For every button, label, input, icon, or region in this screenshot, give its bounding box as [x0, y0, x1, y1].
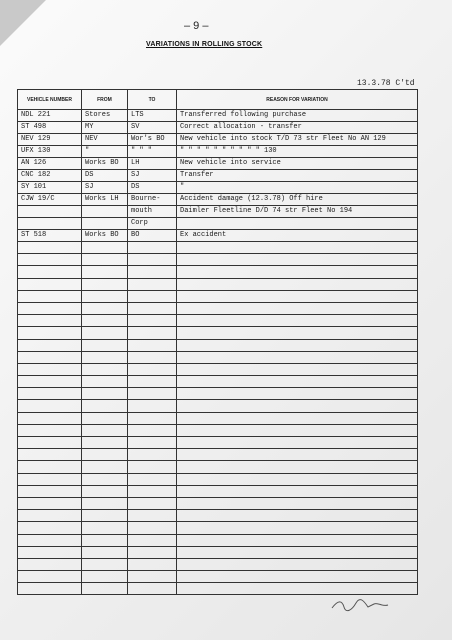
table-row — [18, 110, 418, 122]
blank-cell — [177, 534, 418, 546]
blank-cell — [128, 558, 177, 570]
blank-cell — [18, 473, 82, 485]
col-reason: REASON FOR VARIATION — [177, 90, 418, 110]
table-header-row — [18, 90, 418, 110]
blank-cell — [18, 254, 82, 266]
blank-cell — [177, 363, 418, 375]
cell-from: Stores — [82, 110, 128, 122]
cell-to: BO — [128, 230, 177, 242]
blank-cell — [82, 583, 128, 595]
blank-cell — [128, 485, 177, 497]
blank-cell — [128, 278, 177, 290]
cell-from: " — [82, 146, 128, 158]
blank-cell — [18, 351, 82, 363]
blank-cell — [177, 388, 418, 400]
blank-row — [18, 558, 418, 570]
blank-cell — [128, 449, 177, 461]
signature — [330, 598, 390, 612]
cell-from — [82, 206, 128, 218]
blank-cell — [177, 278, 418, 290]
blank-cell — [177, 497, 418, 509]
table-row — [18, 158, 418, 170]
blank-cell — [128, 571, 177, 583]
cell-vehicle-number: SY 101 — [18, 182, 82, 194]
blank-cell — [128, 242, 177, 254]
blank-cell — [82, 546, 128, 558]
cell-reason: Accident damage (12.3.78) Off hire — [177, 194, 418, 206]
blank-cell — [82, 424, 128, 436]
blank-cell — [177, 449, 418, 461]
blank-cell — [177, 400, 418, 412]
blank-cell — [128, 473, 177, 485]
cell-vehicle-number: ST 518 — [18, 230, 82, 242]
blank-cell — [177, 266, 418, 278]
blank-cell — [82, 461, 128, 473]
cell-from: SJ — [82, 182, 128, 194]
blank-cell — [82, 400, 128, 412]
cell-to: " " " — [128, 146, 177, 158]
table-row — [18, 146, 418, 158]
blank-cell — [128, 376, 177, 388]
blank-cell — [128, 461, 177, 473]
cell-reason: Daimler Fleetline D/D 74 str Fleet No 194 — [177, 206, 418, 218]
blank-cell — [18, 437, 82, 449]
blank-cell — [128, 583, 177, 595]
blank-cell — [82, 558, 128, 570]
blank-row — [18, 266, 418, 278]
document-title: VARIATIONS IN ROLLING STOCK — [146, 41, 263, 48]
blank-cell — [82, 376, 128, 388]
blank-row — [18, 400, 418, 412]
blank-cell — [128, 302, 177, 314]
blank-cell — [82, 510, 128, 522]
cell-to: LH — [128, 158, 177, 170]
blank-cell — [82, 302, 128, 314]
cell-from: MY — [82, 122, 128, 134]
blank-row — [18, 327, 418, 339]
blank-cell — [18, 290, 82, 302]
blank-cell — [18, 449, 82, 461]
blank-cell — [18, 461, 82, 473]
cell-to: mouth — [128, 206, 177, 218]
blank-cell — [177, 254, 418, 266]
blank-row — [18, 510, 418, 522]
variations-table — [17, 89, 418, 595]
blank-cell — [18, 266, 82, 278]
blank-row — [18, 351, 418, 363]
blank-cell — [82, 266, 128, 278]
blank-row — [18, 412, 418, 424]
blank-cell — [82, 388, 128, 400]
blank-row — [18, 376, 418, 388]
blank-cell — [82, 242, 128, 254]
folded-corner — [0, 0, 46, 46]
blank-cell — [18, 363, 82, 375]
cell-from: NEV — [82, 134, 128, 146]
cell-vehicle-number: CNC 182 — [18, 170, 82, 182]
blank-cell — [82, 485, 128, 497]
cell-vehicle-number: NEV 129 — [18, 134, 82, 146]
blank-row — [18, 485, 418, 497]
cell-to: DS — [128, 182, 177, 194]
cell-reason: Correct allocation - transfer — [177, 122, 418, 134]
cell-reason: Transfer — [177, 170, 418, 182]
blank-cell — [18, 242, 82, 254]
blank-cell — [18, 339, 82, 351]
blank-cell — [128, 534, 177, 546]
blank-cell — [128, 315, 177, 327]
blank-cell — [82, 327, 128, 339]
blank-cell — [177, 242, 418, 254]
blank-cell — [18, 534, 82, 546]
blank-cell — [177, 583, 418, 595]
blank-row — [18, 583, 418, 595]
document-date: 13.3.78 C'td — [357, 79, 415, 88]
table-row — [18, 134, 418, 146]
blank-cell — [128, 522, 177, 534]
blank-row — [18, 497, 418, 509]
blank-cell — [82, 351, 128, 363]
blank-cell — [82, 473, 128, 485]
table-row — [18, 170, 418, 182]
blank-cell — [177, 571, 418, 583]
cell-to: SV — [128, 122, 177, 134]
blank-cell — [82, 522, 128, 534]
cell-vehicle-number: ST 498 — [18, 122, 82, 134]
blank-cell — [177, 510, 418, 522]
blank-cell — [82, 339, 128, 351]
blank-row — [18, 388, 418, 400]
blank-cell — [128, 363, 177, 375]
blank-cell — [18, 327, 82, 339]
blank-row — [18, 522, 418, 534]
blank-row — [18, 254, 418, 266]
blank-cell — [128, 327, 177, 339]
blank-cell — [82, 449, 128, 461]
blank-cell — [128, 412, 177, 424]
table-row — [18, 206, 418, 218]
cell-from: Works BO — [82, 230, 128, 242]
blank-cell — [128, 388, 177, 400]
cell-vehicle-number — [18, 206, 82, 218]
cell-reason: Transferred following purchase — [177, 110, 418, 122]
blank-cell — [177, 522, 418, 534]
blank-row — [18, 461, 418, 473]
blank-cell — [18, 424, 82, 436]
blank-cell — [82, 278, 128, 290]
blank-cell — [82, 437, 128, 449]
cell-reason: New vehicle into service — [177, 158, 418, 170]
cell-from: DS — [82, 170, 128, 182]
blank-cell — [82, 254, 128, 266]
blank-row — [18, 571, 418, 583]
blank-cell — [128, 400, 177, 412]
blank-cell — [177, 473, 418, 485]
page-number: – 9 – — [184, 20, 209, 32]
blank-cell — [82, 290, 128, 302]
blank-cell — [82, 363, 128, 375]
blank-cell — [177, 327, 418, 339]
cell-from: Works LH — [82, 194, 128, 206]
blank-cell — [18, 400, 82, 412]
blank-row — [18, 363, 418, 375]
cell-vehicle-number: NDL 221 — [18, 110, 82, 122]
blank-cell — [177, 461, 418, 473]
blank-cell — [128, 424, 177, 436]
table-row — [18, 122, 418, 134]
cell-vehicle-number: AN 126 — [18, 158, 82, 170]
blank-cell — [82, 534, 128, 546]
cell-to: LTS — [128, 110, 177, 122]
blank-row — [18, 242, 418, 254]
blank-cell — [128, 266, 177, 278]
blank-cell — [177, 302, 418, 314]
table-row — [18, 194, 418, 206]
blank-cell — [18, 510, 82, 522]
blank-cell — [82, 497, 128, 509]
blank-cell — [82, 571, 128, 583]
cell-to: SJ — [128, 170, 177, 182]
blank-cell — [18, 302, 82, 314]
blank-cell — [177, 376, 418, 388]
cell-reason: New vehicle into stock T/D 73 str Fleet No AN 129 — [177, 134, 418, 146]
table-row — [18, 230, 418, 242]
cell-to: Wor's BO — [128, 134, 177, 146]
blank-row — [18, 473, 418, 485]
blank-cell — [18, 376, 82, 388]
blank-cell — [18, 522, 82, 534]
blank-row — [18, 437, 418, 449]
blank-cell — [128, 510, 177, 522]
blank-cell — [177, 424, 418, 436]
blank-cell — [177, 485, 418, 497]
col-vehicle-number: VEHICLE NUMBER — [18, 90, 82, 110]
blank-row — [18, 424, 418, 436]
blank-cell — [128, 437, 177, 449]
col-to: TO — [128, 90, 177, 110]
blank-cell — [18, 278, 82, 290]
blank-cell — [18, 571, 82, 583]
blank-cell — [128, 497, 177, 509]
cell-vehicle-number: UFX 130 — [18, 146, 82, 158]
blank-row — [18, 278, 418, 290]
blank-cell — [177, 412, 418, 424]
blank-cell — [82, 315, 128, 327]
blank-cell — [18, 315, 82, 327]
blank-row — [18, 449, 418, 461]
blank-row — [18, 534, 418, 546]
cell-vehicle-number: CJW 19/C — [18, 194, 82, 206]
blank-cell — [177, 558, 418, 570]
blank-cell — [18, 497, 82, 509]
blank-cell — [177, 351, 418, 363]
blank-cell — [177, 546, 418, 558]
table-row — [18, 218, 418, 230]
blank-cell — [18, 583, 82, 595]
blank-row — [18, 302, 418, 314]
col-from: FROM — [82, 90, 128, 110]
cell-reason: " — [177, 182, 418, 194]
blank-row — [18, 315, 418, 327]
blank-cell — [18, 412, 82, 424]
cell-from: Works BO — [82, 158, 128, 170]
blank-cell — [128, 546, 177, 558]
blank-cell — [177, 339, 418, 351]
blank-cell — [128, 290, 177, 302]
blank-cell — [128, 351, 177, 363]
cell-to: Corp — [128, 218, 177, 230]
cell-from — [82, 218, 128, 230]
blank-cell — [128, 339, 177, 351]
cell-reason: " " " " " " " " " " 130 — [177, 146, 418, 158]
blank-cell — [18, 388, 82, 400]
table-row — [18, 182, 418, 194]
blank-cell — [177, 290, 418, 302]
cell-to: Bourne- — [128, 194, 177, 206]
table-body — [18, 110, 418, 595]
cell-reason — [177, 218, 418, 230]
blank-cell — [18, 485, 82, 497]
blank-row — [18, 339, 418, 351]
blank-cell — [128, 254, 177, 266]
blank-cell — [177, 437, 418, 449]
blank-cell — [18, 558, 82, 570]
cell-reason: Ex accident — [177, 230, 418, 242]
blank-cell — [18, 546, 82, 558]
blank-row — [18, 546, 418, 558]
cell-vehicle-number — [18, 218, 82, 230]
blank-cell — [177, 315, 418, 327]
blank-row — [18, 290, 418, 302]
blank-cell — [82, 412, 128, 424]
